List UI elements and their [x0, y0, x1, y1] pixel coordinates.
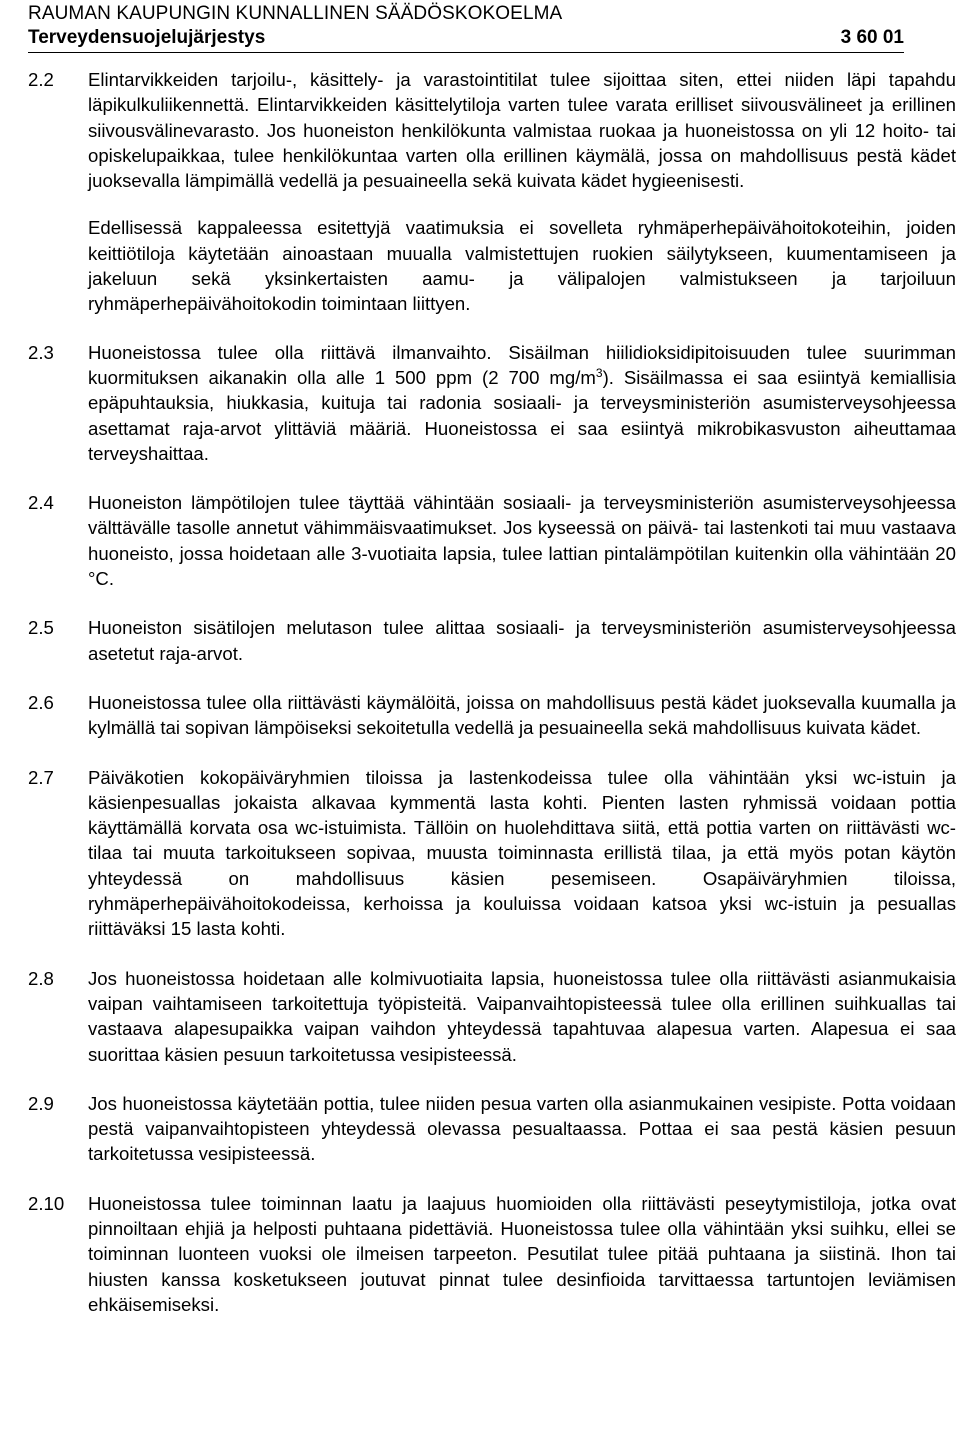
section-number: 2.5 [28, 617, 54, 639]
spacer [28, 466, 958, 490]
section-2-2-paragraph-2: Edellisessä kappaleessa esitettyjä vaatimuksia ei sovelleta ryhmäperhepäivähoitokoteihin, joiden keittiötiloja käytetään ainoastaan muualla valmistettujen ruokien säilytykseen, kuumentamiseen ja jakeluun sekä yksinkertaisten aamu- ja välipalojen valmistukseen ja tarjoiluun ryhmäperhepäivähoitokodin toimintaan liittyen. [88, 217, 956, 315]
section-text: Huoneistossa tulee toiminnan laatu ja laajuus huomioiden olla riittävästi peseytymistiloja, jotka ovat pinnoiltaan ehjiä ja helposti puhtaana pidettäviä. Huoneistossa tulee olla vähintään yksi suihku, ellei se toiminnan luonteen vuoksi ole ilmeisen tarpeeton. Pesutilat tulee pitää puhtaana ja siistinä. Ihon tai hiusten kanssa kosketukseen joutuvat pinnat tulee desinfioida tarvittaessa tartuntojen leviämisen ehkäisemiseksi. [88, 1192, 956, 1315]
header-title-row [28, 26, 904, 50]
section-text: Jos huoneistossa käytetään pottia, tulee niiden pesua varten olla asianmukainen vesipiste. Potta voidaan pestä vaipanvaihtopisteen yhteydessä olevassa pesualtaassa. Pottaa ei saa pestä käsien pesuun tarkoitetussa vesipisteessä. [88, 1092, 956, 1165]
organization-name: RAUMAN KAUPUNGIN KUNNALLINEN SÄÄDÖSKOKOELMA [28, 3, 563, 24]
section-2-8 [28, 966, 958, 1067]
document-body [28, 67, 958, 1317]
spacer [28, 1167, 958, 1191]
section-number: 2.10 [28, 1192, 65, 1214]
header-divider [28, 52, 904, 53]
superscript: 3 [595, 365, 603, 380]
section-2-10 [28, 1191, 958, 1317]
section-2-9 [28, 1091, 958, 1167]
section-2-7 [28, 765, 958, 942]
section-number: 2.8 [28, 967, 54, 989]
section-number: 2.4 [28, 492, 54, 514]
document-title: Terveydensuojelujärjestys [28, 27, 266, 48]
spacer [28, 1067, 958, 1091]
spacer [28, 193, 958, 215]
spacer [28, 591, 958, 615]
section-text: Elintarvikkeiden tarjoilu-, käsittely- ja varastointitilat tulee sijoittaa siten, ettei niiden läpi tapahdu läpikulkuliikennettä. Elintarvikkeiden käsittelytiloja varten tulee varata erilliset siivousvälineet ja erillinen siivousvälinevarasto. Jos huoneiston henkilökunta valmistaa ruokaa ja huoneistossa on yli 12 hoito- tai opiskelupaikkaa, tulee henkilökuntaa varten olla erillinen käymälä, jossa on mahdollisuus pestä kädet juoksevalla lämpimällä vedellä ja pesuaineella sekä kuivata kädet hygieenisesti. [88, 69, 956, 192]
spacer [28, 666, 958, 690]
section-text: Jos huoneistossa hoidetaan alle kolmivuotiaita lapsia, huoneistossa tulee olla riittävästi asianmukaisia vaipan vaihtamiseen tarkoitettuja työpisteitä. Vaipanvaihtopisteessä tulee olla erillinen suihkuallas tai vastaava alapesupaikka vaipan vaihdon yhteydessä tapahtuvaa alapesua varten. Alapesua ei saa suorittaa käsien pesuun tarkoitetussa vesipisteessä. [88, 967, 956, 1065]
section-number: 2.6 [28, 691, 54, 713]
section-2-4 [28, 490, 958, 591]
document-header [28, 2, 904, 50]
section-text: Huoneistossa tulee olla riittävästi käymälöitä, joissa on mahdollisuus pestä kädet juoksevalla kuumalla ja kylmällä tai sopivan lämpöiseksi sekoitetulla vedellä ja pesuaineella sekä mahdollisuus kuivata kädet. [88, 691, 956, 739]
section-text-part-b: ). Sisäilmassa ei saa esiintyä kemiallisia epäpuhtauksia, hiukkasia, kuituja tai radonia sosiaali- ja terveysministeriön asumisterveysohjeessa asettamat raja-arvot ylittäviä määriä. Huoneistossa ei saa esiintyä mikrobikasvuston aiheuttamaa terveyshaittaa. [88, 366, 956, 464]
section-2-2 [28, 67, 958, 193]
section-text-part-a: Huoneistossa tulee olla riittävä ilmanvaihto. Sisäilman hiilidioksidipitoisuuden tulee suurimman kuormituksen aikanakin olla alle 1 500 ppm (2 700 mg/m [88, 341, 956, 388]
spacer [28, 317, 958, 340]
section-number: 2.9 [28, 1092, 54, 1114]
section-2-5 [28, 615, 958, 666]
document-code: 3 60 01 [840, 27, 904, 48]
section-number: 2.2 [28, 69, 54, 90]
spacer [28, 741, 958, 765]
section-text: Huoneiston sisätilojen melutason tulee alittaa sosiaali- ja terveysministeriön asumisterveysohjeessa asetetut raja-arvot. [88, 617, 956, 664]
section-text: Huoneiston lämpötilojen tulee täyttää vähintään sosiaali- ja terveysministeriön asumisterveysohjeessa välttävälle tasolle annetut vähimmäisvaatimukset. Jos kyseessä on päivä- tai lastenkoti tai muu vastaava huoneisto, jossa hoidetaan alle 3-vuotiaita lapsia, tulee lattian pintalämpötilan kuitenkin olla vähintään 20 °C. [88, 492, 956, 590]
section-text: Päiväkotien kokopäiväryhmien tiloissa ja lastenkodeissa tulee olla vähintään yksi wc-istuin ja käsienpesuallas jokaista alkavaa kymmentä lasta kohti. Pienten lasten ryhmissä voidaan pottia käyttämällä korvata osa wc-istuimista. Tällöin on huolehdittava siitä, että pottia varten on riittävästi wc-tilaa tai muuta tarkoitukseen sopivaa, muusta toiminnasta erillistä tilaa, ja että myös potan käytön yhteydessä on mahdollisuus käsien pesemiseen. Osapäiväryhmien tiloissa, ryhmäperhepäivähoitokodeissa, kerhoissa ja kouluissa voidaan katsoa yksi wc-istuin ja pesuallas riittäväksi 15 lasta kohti. [88, 766, 956, 940]
section-number: 2.3 [28, 341, 54, 363]
spacer [28, 942, 958, 966]
section-number: 2.7 [28, 766, 54, 788]
section-2-3 [28, 340, 958, 466]
section-2-6 [28, 690, 958, 741]
section-text [88, 340, 956, 466]
